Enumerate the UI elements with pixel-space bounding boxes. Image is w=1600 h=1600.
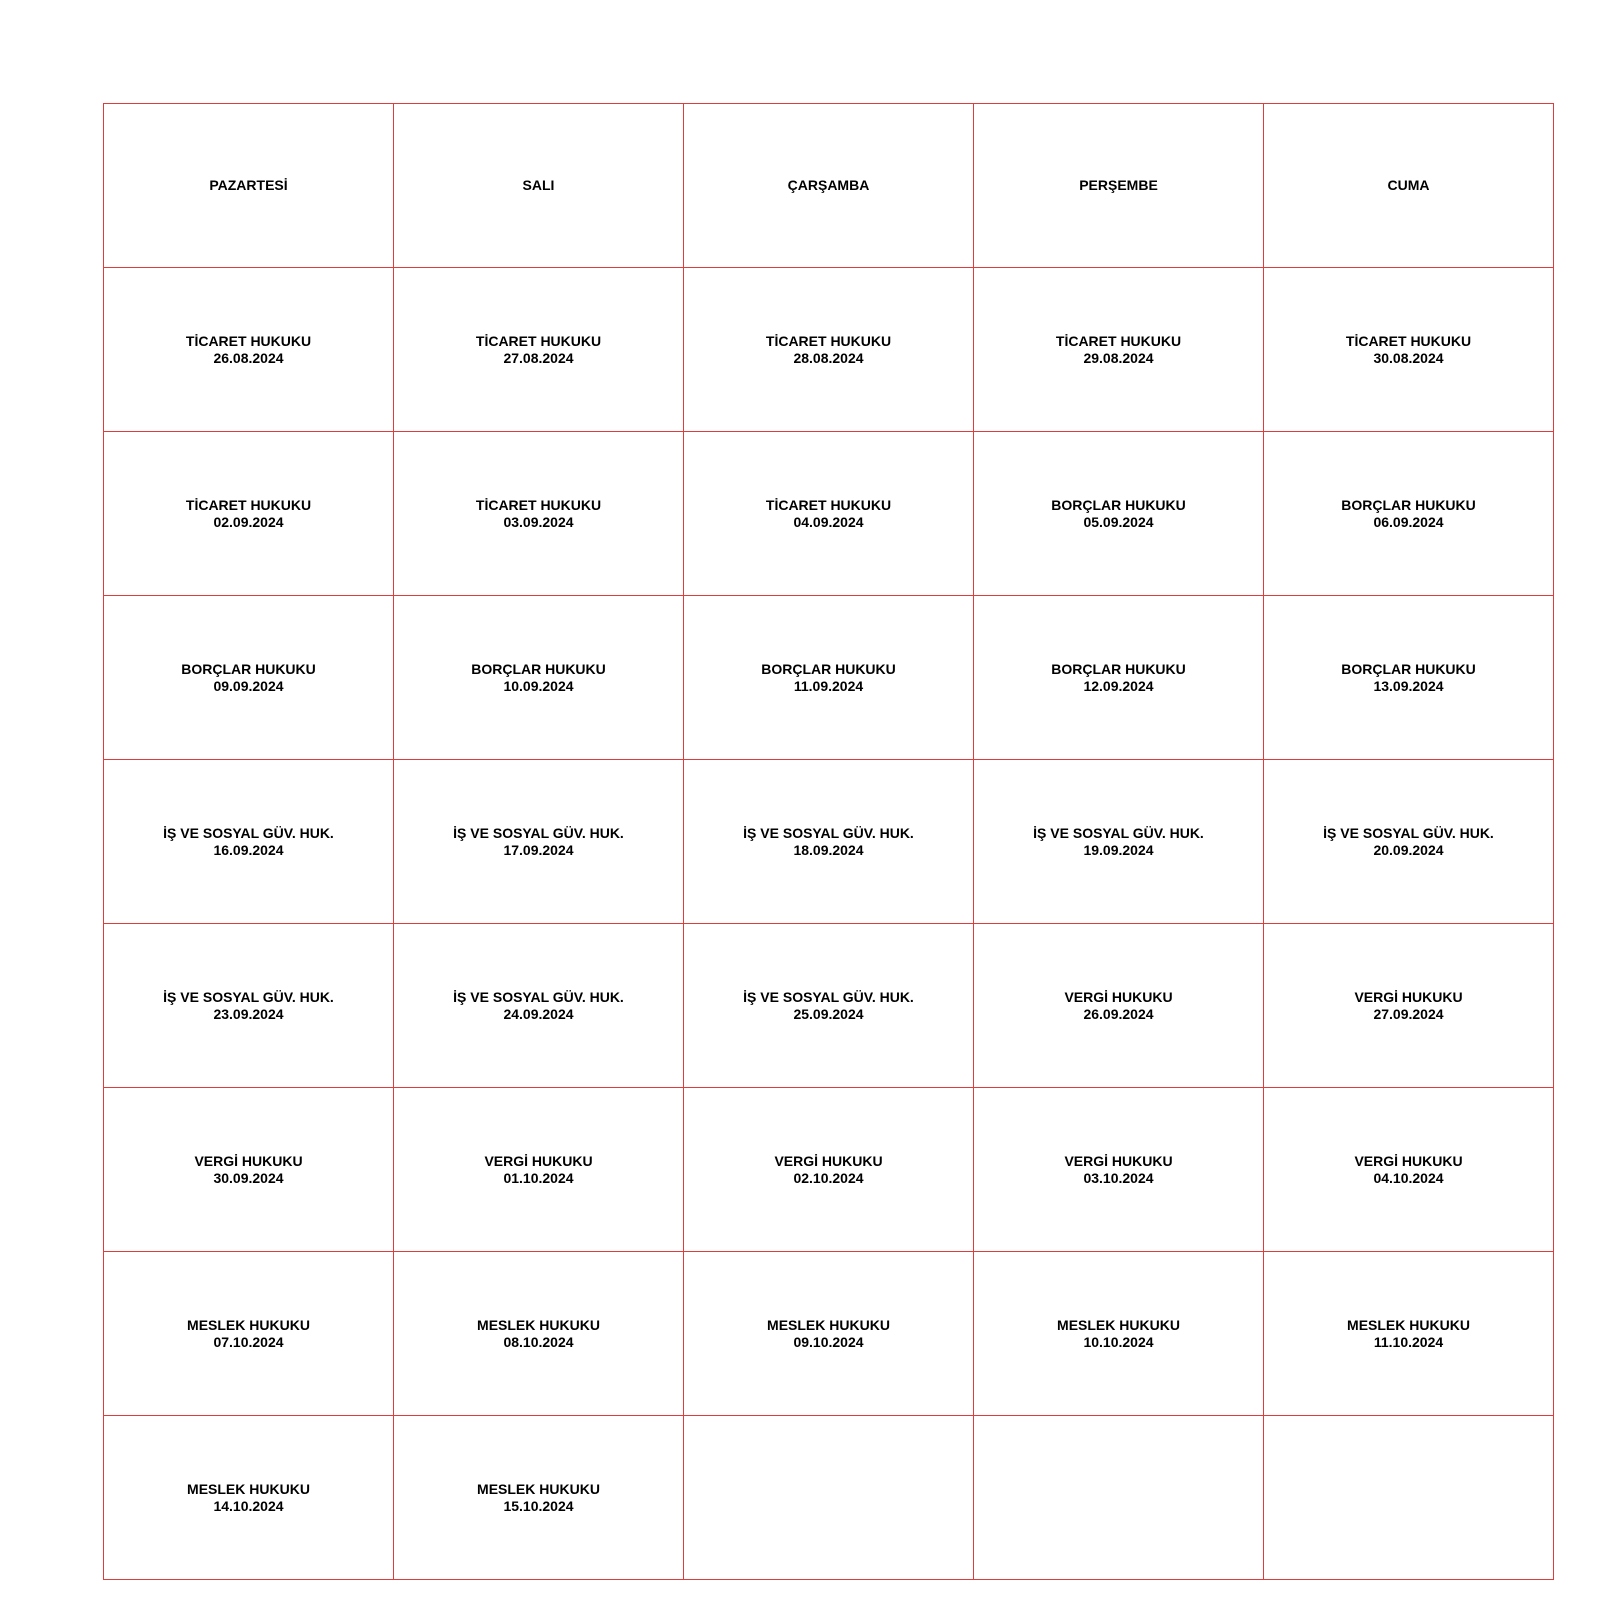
cell-date: 10.10.2024 — [1083, 1333, 1154, 1350]
schedule-cell[interactable] — [974, 1252, 1264, 1416]
schedule-cell[interactable] — [104, 596, 394, 760]
schedule-cell[interactable] — [974, 924, 1264, 1088]
schedule-cell[interactable] — [104, 760, 394, 924]
cell-subject: MESLEK HUKUKU — [477, 1316, 600, 1333]
schedule-cell[interactable] — [394, 924, 684, 1088]
cell-date: 02.10.2024 — [793, 1169, 864, 1186]
cell-date: 18.09.2024 — [793, 841, 864, 858]
cell-subject: MESLEK HUKUKU — [187, 1316, 310, 1333]
day-header-friday: CUMA — [1264, 104, 1554, 268]
cell-date: 04.10.2024 — [1373, 1169, 1444, 1186]
schedule-cell[interactable] — [104, 1252, 394, 1416]
schedule-cell[interactable] — [104, 268, 394, 432]
cell-subject: İŞ VE SOSYAL GÜV. HUK. — [1033, 824, 1204, 841]
day-header-thursday: PERŞEMBE — [974, 104, 1264, 268]
cell-subject: MESLEK HUKUKU — [1347, 1316, 1470, 1333]
week-row — [104, 596, 1554, 760]
schedule-cell[interactable] — [394, 760, 684, 924]
schedule-cell[interactable] — [394, 1088, 684, 1252]
schedule-cell[interactable] — [1264, 432, 1554, 596]
cell-subject: BORÇLAR HUKUKU — [1051, 660, 1186, 677]
schedule-cell[interactable] — [394, 1252, 684, 1416]
cell-date: 16.09.2024 — [213, 841, 284, 858]
week-row — [104, 1088, 1554, 1252]
cell-date: 10.09.2024 — [503, 677, 574, 694]
week-row — [104, 760, 1554, 924]
cell-date: 11.09.2024 — [793, 677, 864, 694]
cell-subject: BORÇLAR HUKUKU — [1341, 496, 1476, 513]
schedule-cell[interactable] — [684, 924, 974, 1088]
cell-date: 24.09.2024 — [503, 1005, 574, 1022]
week-row — [104, 432, 1554, 596]
schedule-cell[interactable] — [684, 596, 974, 760]
cell-subject: TİCARET HUKUKU — [765, 332, 892, 349]
day-header-tuesday: SALI — [394, 104, 684, 268]
cell-date: 01.10.2024 — [503, 1169, 574, 1186]
cell-date: 03.10.2024 — [1083, 1169, 1154, 1186]
cell-date: 17.09.2024 — [503, 841, 574, 858]
schedule-cell[interactable] — [974, 1416, 1264, 1580]
schedule-cell[interactable] — [394, 432, 684, 596]
schedule-cell[interactable] — [684, 760, 974, 924]
schedule-cell[interactable] — [974, 432, 1264, 596]
cell-subject: BORÇLAR HUKUKU — [471, 660, 606, 677]
week-row — [104, 1252, 1554, 1416]
cell-subject: TİCARET HUKUKU — [475, 332, 602, 349]
week-row — [104, 268, 1554, 432]
cell-subject: TİCARET HUKUKU — [765, 496, 892, 513]
cell-subject: İŞ VE SOSYAL GÜV. HUK. — [453, 988, 624, 1005]
cell-date: 15.10.2024 — [503, 1497, 574, 1514]
cell-subject: VERGİ HUKUKU — [774, 1152, 883, 1169]
cell-date: 08.10.2024 — [503, 1333, 574, 1350]
cell-subject: VERGİ HUKUKU — [194, 1152, 303, 1169]
cell-subject: TİCARET HUKUKU — [185, 332, 312, 349]
cell-date: 30.09.2024 — [213, 1169, 284, 1186]
cell-subject: VERGİ HUKUKU — [484, 1152, 593, 1169]
header-row — [104, 104, 1554, 268]
cell-subject: BORÇLAR HUKUKU — [1341, 660, 1476, 677]
cell-date: 26.09.2024 — [1083, 1005, 1154, 1022]
cell-subject: İŞ VE SOSYAL GÜV. HUK. — [743, 988, 914, 1005]
schedule-cell[interactable] — [684, 1088, 974, 1252]
cell-date: 27.08.2024 — [503, 349, 574, 366]
cell-subject: TİCARET HUKUKU — [475, 496, 602, 513]
cell-subject: VERGİ HUKUKU — [1354, 1152, 1463, 1169]
schedule-cell[interactable] — [974, 760, 1264, 924]
cell-subject: TİCARET HUKUKU — [1345, 332, 1472, 349]
cell-subject: TİCARET HUKUKU — [1055, 332, 1182, 349]
cell-subject: TİCARET HUKUKU — [185, 496, 312, 513]
cell-subject: MESLEK HUKUKU — [477, 1480, 600, 1497]
cell-date: 13.09.2024 — [1373, 677, 1444, 694]
cell-subject: İŞ VE SOSYAL GÜV. HUK. — [453, 824, 624, 841]
schedule-cell[interactable] — [394, 1416, 684, 1580]
cell-subject: VERGİ HUKUKU — [1064, 1152, 1173, 1169]
schedule-cell[interactable] — [104, 432, 394, 596]
day-header-wednesday: ÇARŞAMBA — [684, 104, 974, 268]
schedule-cell[interactable] — [684, 1416, 974, 1580]
schedule-cell[interactable] — [104, 1416, 394, 1580]
cell-date: 11.10.2024 — [1373, 1333, 1444, 1350]
schedule-cell[interactable] — [104, 1088, 394, 1252]
cell-date: 07.10.2024 — [213, 1333, 284, 1350]
cell-subject: MESLEK HUKUKU — [187, 1480, 310, 1497]
cell-subject: VERGİ HUKUKU — [1354, 988, 1463, 1005]
cell-date: 04.09.2024 — [793, 513, 864, 530]
schedule-cell[interactable] — [684, 432, 974, 596]
cell-date: 03.09.2024 — [503, 513, 574, 530]
schedule-cell[interactable] — [394, 268, 684, 432]
cell-date: 27.09.2024 — [1373, 1005, 1444, 1022]
cell-date: 25.09.2024 — [793, 1005, 864, 1022]
schedule-cell[interactable] — [974, 268, 1264, 432]
schedule-cell[interactable] — [1264, 1252, 1554, 1416]
cell-date: 06.09.2024 — [1373, 513, 1444, 530]
cell-date: 20.09.2024 — [1373, 841, 1444, 858]
exam-schedule-table — [103, 103, 1554, 1580]
week-row — [104, 924, 1554, 1088]
schedule-cell[interactable] — [1264, 924, 1554, 1088]
cell-subject: BORÇLAR HUKUKU — [761, 660, 896, 677]
cell-subject: İŞ VE SOSYAL GÜV. HUK. — [1323, 824, 1494, 841]
schedule-cell[interactable] — [1264, 1088, 1554, 1252]
schedule-cell[interactable] — [684, 268, 974, 432]
cell-date: 09.09.2024 — [213, 677, 284, 694]
schedule-cell[interactable] — [1264, 268, 1554, 432]
cell-date: 23.09.2024 — [213, 1005, 284, 1022]
schedule-cell[interactable] — [104, 924, 394, 1088]
cell-date: 28.08.2024 — [793, 349, 864, 366]
cell-date: 19.09.2024 — [1083, 841, 1154, 858]
schedule-cell[interactable] — [1264, 1416, 1554, 1580]
schedule-cell[interactable] — [1264, 760, 1554, 924]
cell-subject: MESLEK HUKUKU — [1057, 1316, 1180, 1333]
cell-subject: İŞ VE SOSYAL GÜV. HUK. — [743, 824, 914, 841]
schedule-cell[interactable] — [974, 596, 1264, 760]
cell-date: 05.09.2024 — [1083, 513, 1154, 530]
cell-subject: VERGİ HUKUKU — [1064, 988, 1173, 1005]
schedule-body — [104, 104, 1554, 1580]
cell-subject: BORÇLAR HUKUKU — [181, 660, 316, 677]
cell-date: 12.09.2024 — [1083, 677, 1154, 694]
schedule-cell[interactable] — [1264, 596, 1554, 760]
cell-date: 14.10.2024 — [213, 1497, 284, 1514]
cell-date: 30.08.2024 — [1373, 349, 1444, 366]
cell-date: 09.10.2024 — [793, 1333, 864, 1350]
cell-date: 29.08.2024 — [1083, 349, 1154, 366]
cell-subject: İŞ VE SOSYAL GÜV. HUK. — [163, 988, 334, 1005]
schedule-cell[interactable] — [394, 596, 684, 760]
cell-subject: BORÇLAR HUKUKU — [1051, 496, 1186, 513]
schedule-cell[interactable] — [684, 1252, 974, 1416]
cell-subject: İŞ VE SOSYAL GÜV. HUK. — [163, 824, 334, 841]
cell-date: 02.09.2024 — [213, 513, 284, 530]
schedule-cell[interactable] — [974, 1088, 1264, 1252]
week-row — [104, 1416, 1554, 1580]
day-header-monday: PAZARTESİ — [104, 104, 394, 268]
cell-subject: MESLEK HUKUKU — [767, 1316, 890, 1333]
cell-date: 26.08.2024 — [213, 349, 284, 366]
